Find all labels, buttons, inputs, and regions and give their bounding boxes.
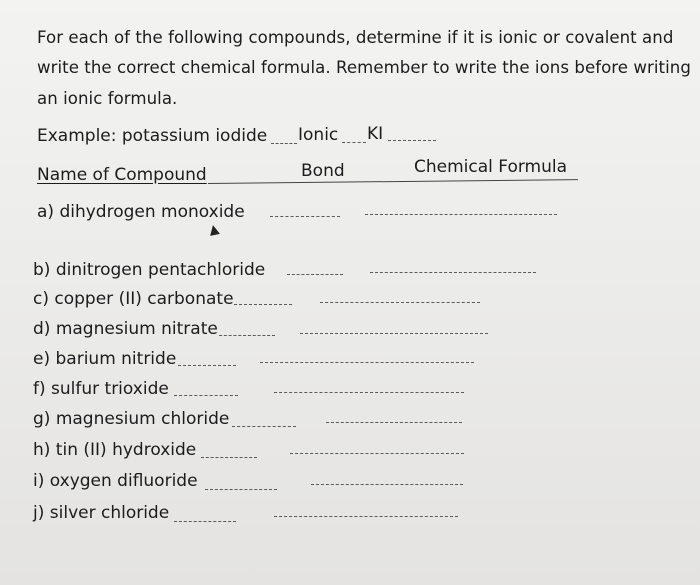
header-name-of-compound: Name of Compound — [37, 165, 207, 185]
bond-blank-d[interactable] — [219, 335, 275, 336]
instructions-line-3: an ionic formula. — [37, 89, 178, 108]
compound-e: e) barium nitride — [33, 349, 177, 369]
compound-f: f) sulfur trioxide — [33, 379, 169, 399]
example-blank-3 — [388, 140, 436, 141]
formula-blank-i[interactable] — [311, 484, 463, 485]
bond-blank-g[interactable] — [232, 426, 296, 427]
header-bond: Bond — [301, 161, 345, 181]
bond-blank-a[interactable] — [270, 216, 340, 217]
formula-blank-f[interactable] — [274, 392, 464, 393]
compound-c: c) copper (II) carbonate — [33, 289, 234, 309]
formula-blank-c[interactable] — [320, 302, 480, 303]
bond-blank-f[interactable] — [174, 395, 238, 396]
example-label: Example: potassium iodide — [37, 126, 268, 146]
formula-blank-d[interactable] — [300, 333, 488, 334]
compound-j: j) silver chloride — [33, 503, 170, 523]
example-bond: Ionic — [298, 125, 339, 145]
compound-a: a) dihydrogen monoxide — [37, 202, 245, 222]
bond-blank-b[interactable] — [287, 274, 343, 275]
mouse-cursor-icon — [208, 224, 220, 236]
formula-blank-g[interactable] — [326, 422, 462, 423]
bond-blank-e[interactable] — [178, 365, 236, 366]
formula-blank-a[interactable] — [365, 214, 557, 215]
compound-h: h) tin (II) hydroxide — [33, 440, 197, 460]
compound-i: i) oxygen difluoride — [33, 471, 198, 491]
formula-blank-b[interactable] — [370, 272, 536, 273]
instructions-line-1: For each of the following compounds, determine if it is ionic or covalent and — [37, 28, 674, 47]
compound-d: d) magnesium nitrate — [33, 319, 218, 339]
example-blank-2 — [342, 142, 366, 143]
compound-g: g) magnesium chloride — [33, 409, 230, 429]
example-formula: KI — [367, 124, 384, 144]
instructions-line-2: write the correct chemical formula. Remember to write the ions before writing — [37, 58, 691, 77]
bond-blank-i[interactable] — [205, 489, 277, 490]
formula-blank-h[interactable] — [290, 453, 464, 454]
formula-blank-e[interactable] — [260, 362, 474, 363]
compound-b: b) dinitrogen pentachloride — [33, 260, 266, 280]
bond-blank-j[interactable] — [174, 521, 236, 522]
header-chemical-formula: Chemical Formula — [414, 157, 568, 177]
bond-blank-c[interactable] — [234, 304, 292, 305]
formula-blank-j[interactable] — [274, 516, 458, 517]
header-underline — [208, 179, 578, 184]
example-blank-1 — [271, 143, 297, 144]
bond-blank-h[interactable] — [201, 457, 257, 458]
